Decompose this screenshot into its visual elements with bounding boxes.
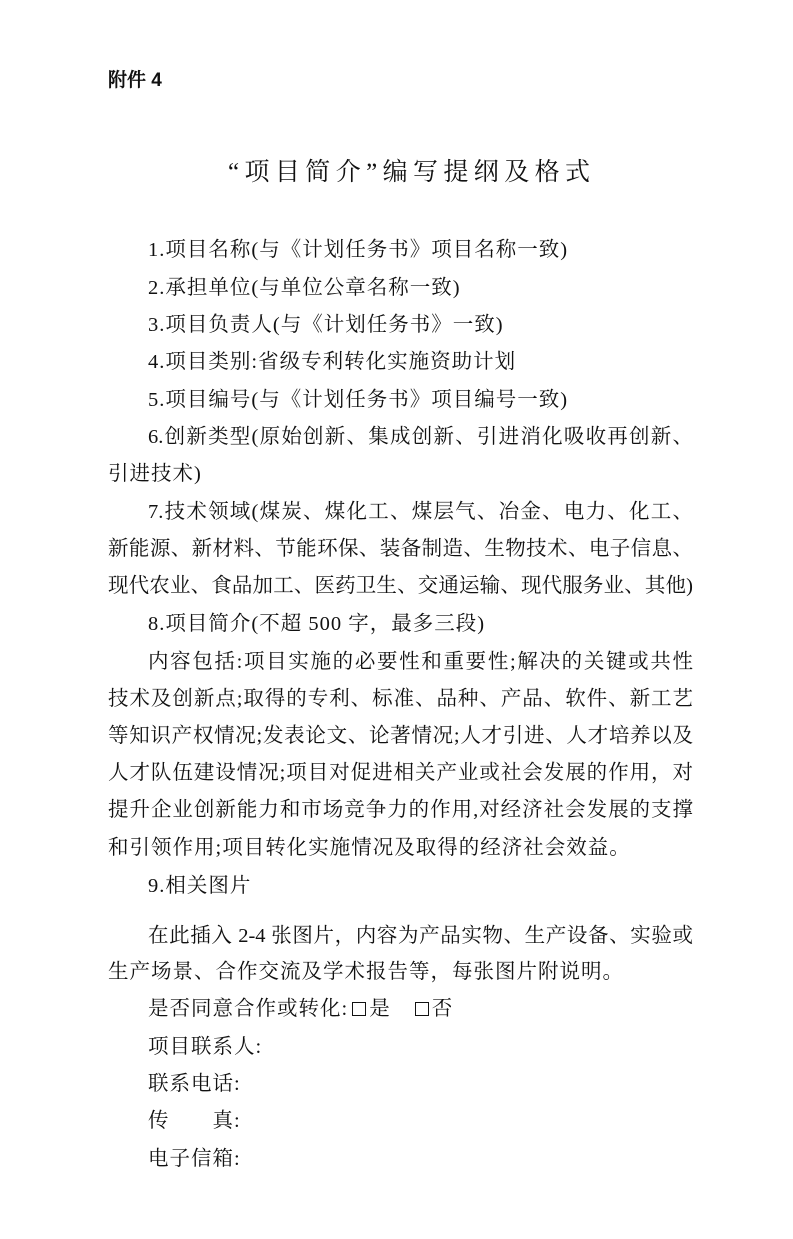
item-8-content-line-4: 人才队伍建设情况;项目对促进相关产业或社会发展的作用，对 [108,762,693,784]
item-8-content-line-2: 技术及创新点;取得的专利、标准、品种、产品、软件、新工艺 [108,688,693,710]
attachment-label: 附件 4 [108,70,162,91]
contact-person-label: 项目联系人: [148,1036,263,1058]
item-8-content-line-6: 和引领作用;项目转化实施情况及取得的经济社会效益。 [108,837,631,859]
outline-item-5: 5.项目编号(与《计划任务书》项目编号一致) [148,389,569,411]
outline-item-6-line-2: 引进技术) [108,463,202,485]
cooperation-question-row [148,997,453,1021]
item-8-content-line-5: 提升企业创新能力和市场竞争力的作用,对经济社会发展的支撑 [108,799,693,821]
yes-option-label: 是 [369,998,391,1020]
no-checkbox-icon [415,1002,429,1016]
outline-item-2: 2.承担单位(与单位公章名称一致) [148,277,461,299]
item-9-content-line-2: 生产场景、合作交流及学术报告等，每张图片附说明。 [108,961,624,983]
no-option-label: 否 [431,998,454,1020]
yes-checkbox-icon [352,1002,366,1016]
contact-phone-label: 联系电话: [148,1073,241,1095]
document-title: “项目简介”编写提纲及格式 [228,159,590,186]
item-9-content-line-1: 在此插入 2-4 张图片，内容为产品实物、生产设备、实验或 [148,925,693,947]
outline-item-4: 4.项目类别:省级专利转化实施资助计划 [148,351,517,373]
outline-item-3: 3.项目负责人(与《计划任务书》一致) [148,314,504,336]
contact-email-label: 电子信箱: [148,1148,241,1170]
outline-item-1: 1.项目名称(与《计划任务书》项目名称一致) [148,239,569,261]
item-8-content-line-1: 内容包括:项目实施的必要性和重要性;解决的关键或共性 [148,651,693,673]
outline-item-7-line-3: 现代农业、食品加工、医药卫生、交通运输、现代服务业、其他) [108,575,693,597]
outline-item-7-line-2: 新能源、新材料、节能环保、装备制造、生物技术、电子信息、 [108,538,693,560]
outline-item-8: 8.项目简介(不超 500 字，最多三段) [148,613,486,635]
outline-item-7-line-1: 7.技术领域(煤炭、煤化工、煤层气、冶金、电力、化工、 [148,501,693,523]
cooperation-question-label: 是否同意合作或转化: [148,998,349,1020]
contact-fax-label: 传 真: [148,1110,241,1132]
outline-item-6-line-1: 6.创新类型(原始创新、集成创新、引进消化吸收再创新、 [148,426,693,448]
item-8-content-line-3: 等知识产权情况;发表论文、论著情况;人才引进、人才培养以及 [108,725,693,747]
outline-item-9: 9.相关图片 [148,875,252,897]
